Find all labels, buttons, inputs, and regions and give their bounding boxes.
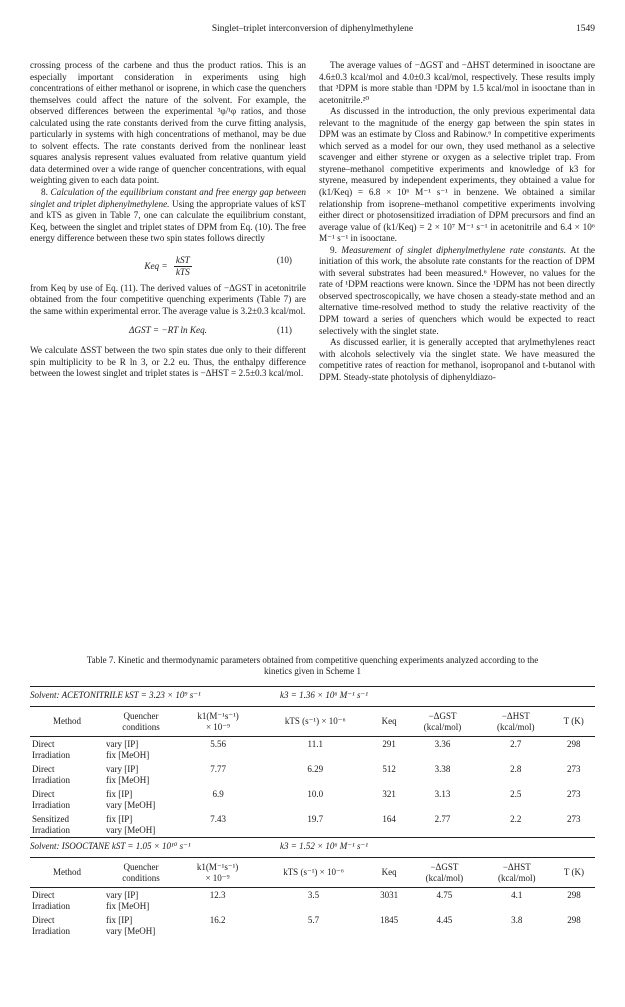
col-header-method: Method xyxy=(30,707,104,737)
cell-method-line: Irradiation xyxy=(32,774,70,785)
equation-10 xyxy=(30,249,306,279)
col-header-dg xyxy=(406,707,479,737)
cell-keq: 164 xyxy=(382,814,396,824)
cell-dh: 2.7 xyxy=(510,739,522,749)
cell-kts: 10.0 xyxy=(307,789,324,799)
cell-conditions xyxy=(104,787,178,812)
cell-keq: 1845 xyxy=(380,915,399,925)
cell-conditions-line: vary [MeOH] xyxy=(106,824,156,835)
caption-line: Table 7. Kinetic and thermodynamic parameters obtained from competitive quenching experiments analyzed according to the xyxy=(86,655,539,665)
cell-keq: 291 xyxy=(382,739,396,749)
paragraph: The average values of −ΔGST and −ΔHST determined in isooctane are 4.6±0.3 kcal/mol and 4.0±0.3 kcal/mol, respectively. These results imply that ³DPM is more stable than ¹DPM by 1.5 kcal/mol in isooctane than in acetonitrile.²⁰ xyxy=(319,60,595,105)
cell-dg: 3.13 xyxy=(434,789,451,799)
table-row xyxy=(30,787,595,812)
cell-k1: 7.77 xyxy=(210,764,226,774)
table-row xyxy=(30,812,595,837)
col-header-k1-line: k1(M⁻¹s⁻¹) xyxy=(197,711,239,721)
section-9 xyxy=(319,245,595,337)
col-header-dg-line: −ΔGST xyxy=(428,711,457,721)
k3-label: k3 = 1.52 × 10⁶ M⁻¹ s⁻¹ xyxy=(280,841,368,851)
cell-conditions xyxy=(104,888,178,914)
col-header-k1-line: × 10⁻⁹ xyxy=(205,721,231,732)
cell-conditions xyxy=(104,737,178,763)
cell-conditions-line: vary [IP] xyxy=(106,764,139,774)
equation-fraction xyxy=(174,255,192,279)
cell-conditions-line: vary [IP] xyxy=(106,890,139,900)
cell-method-line: Irradiation xyxy=(32,749,70,760)
cell-conditions-line: fix [MeOH] xyxy=(106,774,150,785)
cell-k1: 7.43 xyxy=(210,814,226,824)
cell-method-line: Direct xyxy=(32,764,55,774)
cell-conditions xyxy=(104,812,178,837)
paragraph: We calculate ΔSST between the two spin states due only to their different spin multiplicity to be R ln 3, or 2.2 eu. Thus, the enthalpy difference between the lowest singlet and triplet states is −ΔHST = 2.5±0.3 kcal/mol. xyxy=(30,345,306,379)
cell-conditions-line: fix [IP] xyxy=(106,789,133,799)
table-body xyxy=(30,888,595,939)
cell-method xyxy=(30,913,104,938)
header-row xyxy=(30,707,595,737)
table-7 xyxy=(30,655,595,938)
cell-method-line: Direct xyxy=(32,739,55,749)
cell-t: 298 xyxy=(567,890,581,900)
cell-method xyxy=(30,787,104,812)
col-header-conditions xyxy=(104,858,178,888)
cell-t: 273 xyxy=(566,764,581,774)
section-title: Calculation of the equilibrium constant and free energy gap between singlet and triplet diphenylmethylene. xyxy=(30,187,306,209)
col-header-dg-line: (kcal/mol) xyxy=(423,721,462,732)
cell-method-line: Direct xyxy=(32,915,55,925)
cell-method-line: Sensitized xyxy=(32,814,69,824)
cell-conditions-line: fix [IP] xyxy=(106,814,133,824)
cell-method xyxy=(30,812,104,837)
cell-dg: 4.75 xyxy=(436,890,453,900)
table-row xyxy=(30,888,595,914)
table-blocks xyxy=(30,686,595,938)
col-header-dg xyxy=(408,858,480,888)
col-header-conditions-line: conditions xyxy=(122,872,160,883)
cell-k1: 16.2 xyxy=(209,915,226,925)
page-number: 1549 xyxy=(576,24,595,34)
cell-dh: 3.8 xyxy=(511,915,523,925)
k3-label: k3 = 1.36 × 10⁶ M⁻¹ s⁻¹ xyxy=(280,690,368,700)
cell-k1: 5.56 xyxy=(210,739,226,749)
cell-keq: 512 xyxy=(382,764,396,774)
cell-conditions-line: vary [MeOH] xyxy=(106,925,156,936)
cell-keq: 321 xyxy=(382,789,396,799)
section-8 xyxy=(30,187,306,245)
cell-method-line: Irradiation xyxy=(32,900,70,911)
cell-method xyxy=(30,888,104,914)
col-header-method: Method xyxy=(30,858,104,888)
section-number: 9. xyxy=(330,244,337,255)
cell-kts: 6.29 xyxy=(307,764,324,774)
equation-number: (10) xyxy=(276,254,292,265)
cell-dg: 2.77 xyxy=(434,814,451,824)
cell-kts: 3.5 xyxy=(307,890,320,900)
col-header-t: T (K) xyxy=(552,707,595,737)
cell-dg: 3.36 xyxy=(434,739,451,749)
fraction-denominator: kTS xyxy=(175,267,190,278)
equation-body: ΔGST = −RT ln Keq. xyxy=(129,325,207,336)
col-header-kts: kTS (s⁻¹) × 10⁻⁶ xyxy=(257,858,370,888)
page-header xyxy=(30,24,595,38)
solvent-row xyxy=(30,838,595,857)
cell-method-line: Irradiation xyxy=(32,799,70,810)
col-header-keq: Keq xyxy=(370,858,408,888)
col-header-k1 xyxy=(178,858,257,888)
section-number: 8. xyxy=(41,187,48,198)
paragraph: As discussed earlier, it is generally accepted that arylmethylenes react with alcohols selectively via the singlet state. We have measured the competitive rates of reaction for methanol, isopropanol and t-butanol with DPM. Steady-state photolysis of diphenyldiazo- xyxy=(319,337,595,382)
right-column xyxy=(319,60,595,383)
cell-t: 298 xyxy=(566,739,581,749)
table-head xyxy=(30,707,595,737)
caption-line: kinetics given in Scheme 1 xyxy=(264,666,361,676)
col-header-dh-line: (kcal/mol) xyxy=(497,721,535,732)
paragraph: As discussed in the introduction, the only previous experimental data relevant to the magnitude of the energy gap between the spin states in DPM was an estimate by Closs and Rabinow.⁶ In competitive experiments which served as a model for our own, they used methanol as a selective scavenger and either styrene or oxygen as a selective triplet trap. From styrene–methanol competitive experiments and knowledge of k3 for styrene, measured by independent experiments, they obtained a value for (k1/Keq) = 6.8 × 10⁶ M⁻¹ s⁻¹ in benzene. We obtained a similar relationship from isoprene–methanol competitive experiments involving either direct or photosensitized irradiation of DPM precursors and find an average value of (k1/Keq) = 2 × 10⁷ M⁻¹ s⁻¹ in acetonitrile and 6.4 × 10⁶ M⁻¹ s⁻¹ in isooctane. xyxy=(319,106,595,244)
col-header-dh-line: (kcal/mol) xyxy=(498,872,536,883)
col-header-t: T (K) xyxy=(553,858,595,888)
cell-kts: 11.1 xyxy=(307,739,323,749)
header-row xyxy=(30,858,595,888)
col-header-dh-line: −ΔHST xyxy=(501,711,530,721)
cell-dg: 4.45 xyxy=(436,915,453,925)
section-text: At the initiation of this work, the absolute rate constants for the reaction of DPM with several substrates had been measured.⁶ However, no values for the rate of ¹DPM reactions were known. Since the ¹DPM has not been directly observed spectroscopically, we have chosen a steady-state method and an alternative time-resolved method to study the relative reactivity of the DPM toward a series of quenchers which would be expected to react selectively with the singlet state. xyxy=(319,244,595,336)
cell-conditions-line: fix [IP] xyxy=(106,915,133,925)
table-row xyxy=(30,737,595,763)
equation-lhs: Keq = xyxy=(144,260,168,271)
cell-t: 273 xyxy=(566,814,581,824)
col-header-k1-line: k1(M⁻¹s⁻¹) xyxy=(196,862,239,872)
col-header-k1-line: × 10⁻⁹ xyxy=(205,872,230,883)
cell-method xyxy=(30,762,104,787)
table-head xyxy=(30,858,595,888)
col-header-dh-line: −ΔHST xyxy=(502,862,531,872)
cell-conditions xyxy=(104,762,178,787)
cell-kts: 19.7 xyxy=(307,814,324,824)
cell-conditions-line: fix [MeOH] xyxy=(106,900,150,911)
cell-method xyxy=(30,737,104,763)
col-header-keq: Keq xyxy=(372,707,406,737)
cell-conditions-line: fix [MeOH] xyxy=(106,749,150,760)
solvent-label: Solvent: ISOOCTANE kST = 1.05 × 10¹⁰ s⁻¹ xyxy=(30,841,191,851)
cell-dh: 2.2 xyxy=(510,814,522,824)
cell-dh: 4.1 xyxy=(511,890,523,900)
table-row xyxy=(30,913,595,938)
solvent-label: Solvent: ACETONITRILE kST = 3.23 × 10⁹ s⁻¹ xyxy=(30,690,201,700)
equation-number: (11) xyxy=(277,325,292,336)
left-column xyxy=(30,60,306,380)
col-header-k1 xyxy=(178,707,258,737)
col-header-conditions-line: conditions xyxy=(122,721,160,732)
cell-dg: 3.38 xyxy=(434,764,451,774)
col-header-conditions-line: Quencher xyxy=(123,862,159,872)
solvent-row xyxy=(30,687,595,706)
cell-method-line: Direct xyxy=(32,789,55,799)
cell-t: 273 xyxy=(566,789,581,799)
cell-k1: 12.3 xyxy=(209,890,226,900)
cell-dh: 2.8 xyxy=(510,764,522,774)
col-header-kts: kTS (s⁻¹) × 10⁻⁶ xyxy=(258,707,372,737)
table-row xyxy=(30,762,595,787)
col-header-dg-line: −ΔGST xyxy=(430,862,459,872)
paragraph: crossing process of the carbene and thus the product ratios. This is an especially important consideration in experiments using high concentrations of either methanol or isoprene, in which case the quenchers themselves could affect the nature of the solvent. For example, the observed differences between the experimental ³φ/¹φ ratios, and those calculated using the rate constants derived from the curve fitting analysis, particularly in systems with high concentrations of methanol, may be due to solvent effects. The rate constants derived from the nonlinear least squares analysis represent values evaluated from relative quantum yield data determined over a wide range of quencher concentrations, with equal weighting given to each data point. xyxy=(30,60,306,186)
col-header-dh xyxy=(481,858,553,888)
section-title: Measurement of singlet diphenylmethylene rate constants. xyxy=(341,244,567,255)
cell-conditions xyxy=(104,913,178,938)
col-header-dh xyxy=(479,707,552,737)
section-text: Using the appropriate values of kST and kTS as given in Table 7, one can calculate the equilibrium constant, Keq, between the singlet and triplet states of DPM from Eq. (10). The free energy difference between these two spin states follows directly xyxy=(30,198,306,244)
col-header-conditions xyxy=(104,707,178,737)
cell-conditions-line: vary [MeOH] xyxy=(106,799,156,810)
table-caption xyxy=(30,655,595,677)
col-header-dg-line: (kcal/mol) xyxy=(425,872,464,883)
cell-kts: 5.7 xyxy=(307,915,320,925)
fraction-numerator: kST xyxy=(174,255,192,268)
col-header-conditions-line: Quencher xyxy=(123,711,159,721)
cell-dh: 2.5 xyxy=(510,789,522,799)
cell-k1: 6.9 xyxy=(212,789,224,799)
running-title: Singlet–triplet interconversion of diphenylmethylene xyxy=(211,24,414,34)
cell-keq: 3031 xyxy=(380,890,399,900)
cell-method-line: Direct xyxy=(32,890,55,900)
cell-method-line: Irradiation xyxy=(32,824,70,835)
equation-11 xyxy=(30,319,306,343)
table-body xyxy=(30,737,595,838)
paragraph: from Keq by use of Eq. (11). The derived values of −ΔGST in acetonitrile obtained from the four competitive quenching experiments (Table 7) are the same within experimental error. The average value is 3.2±0.3 kcal/mol. xyxy=(30,282,306,316)
cell-conditions-line: vary [IP] xyxy=(106,739,139,749)
cell-method-line: Irradiation xyxy=(32,925,70,936)
data-table xyxy=(30,706,595,837)
cell-t: 298 xyxy=(567,915,581,925)
data-table xyxy=(30,857,595,938)
